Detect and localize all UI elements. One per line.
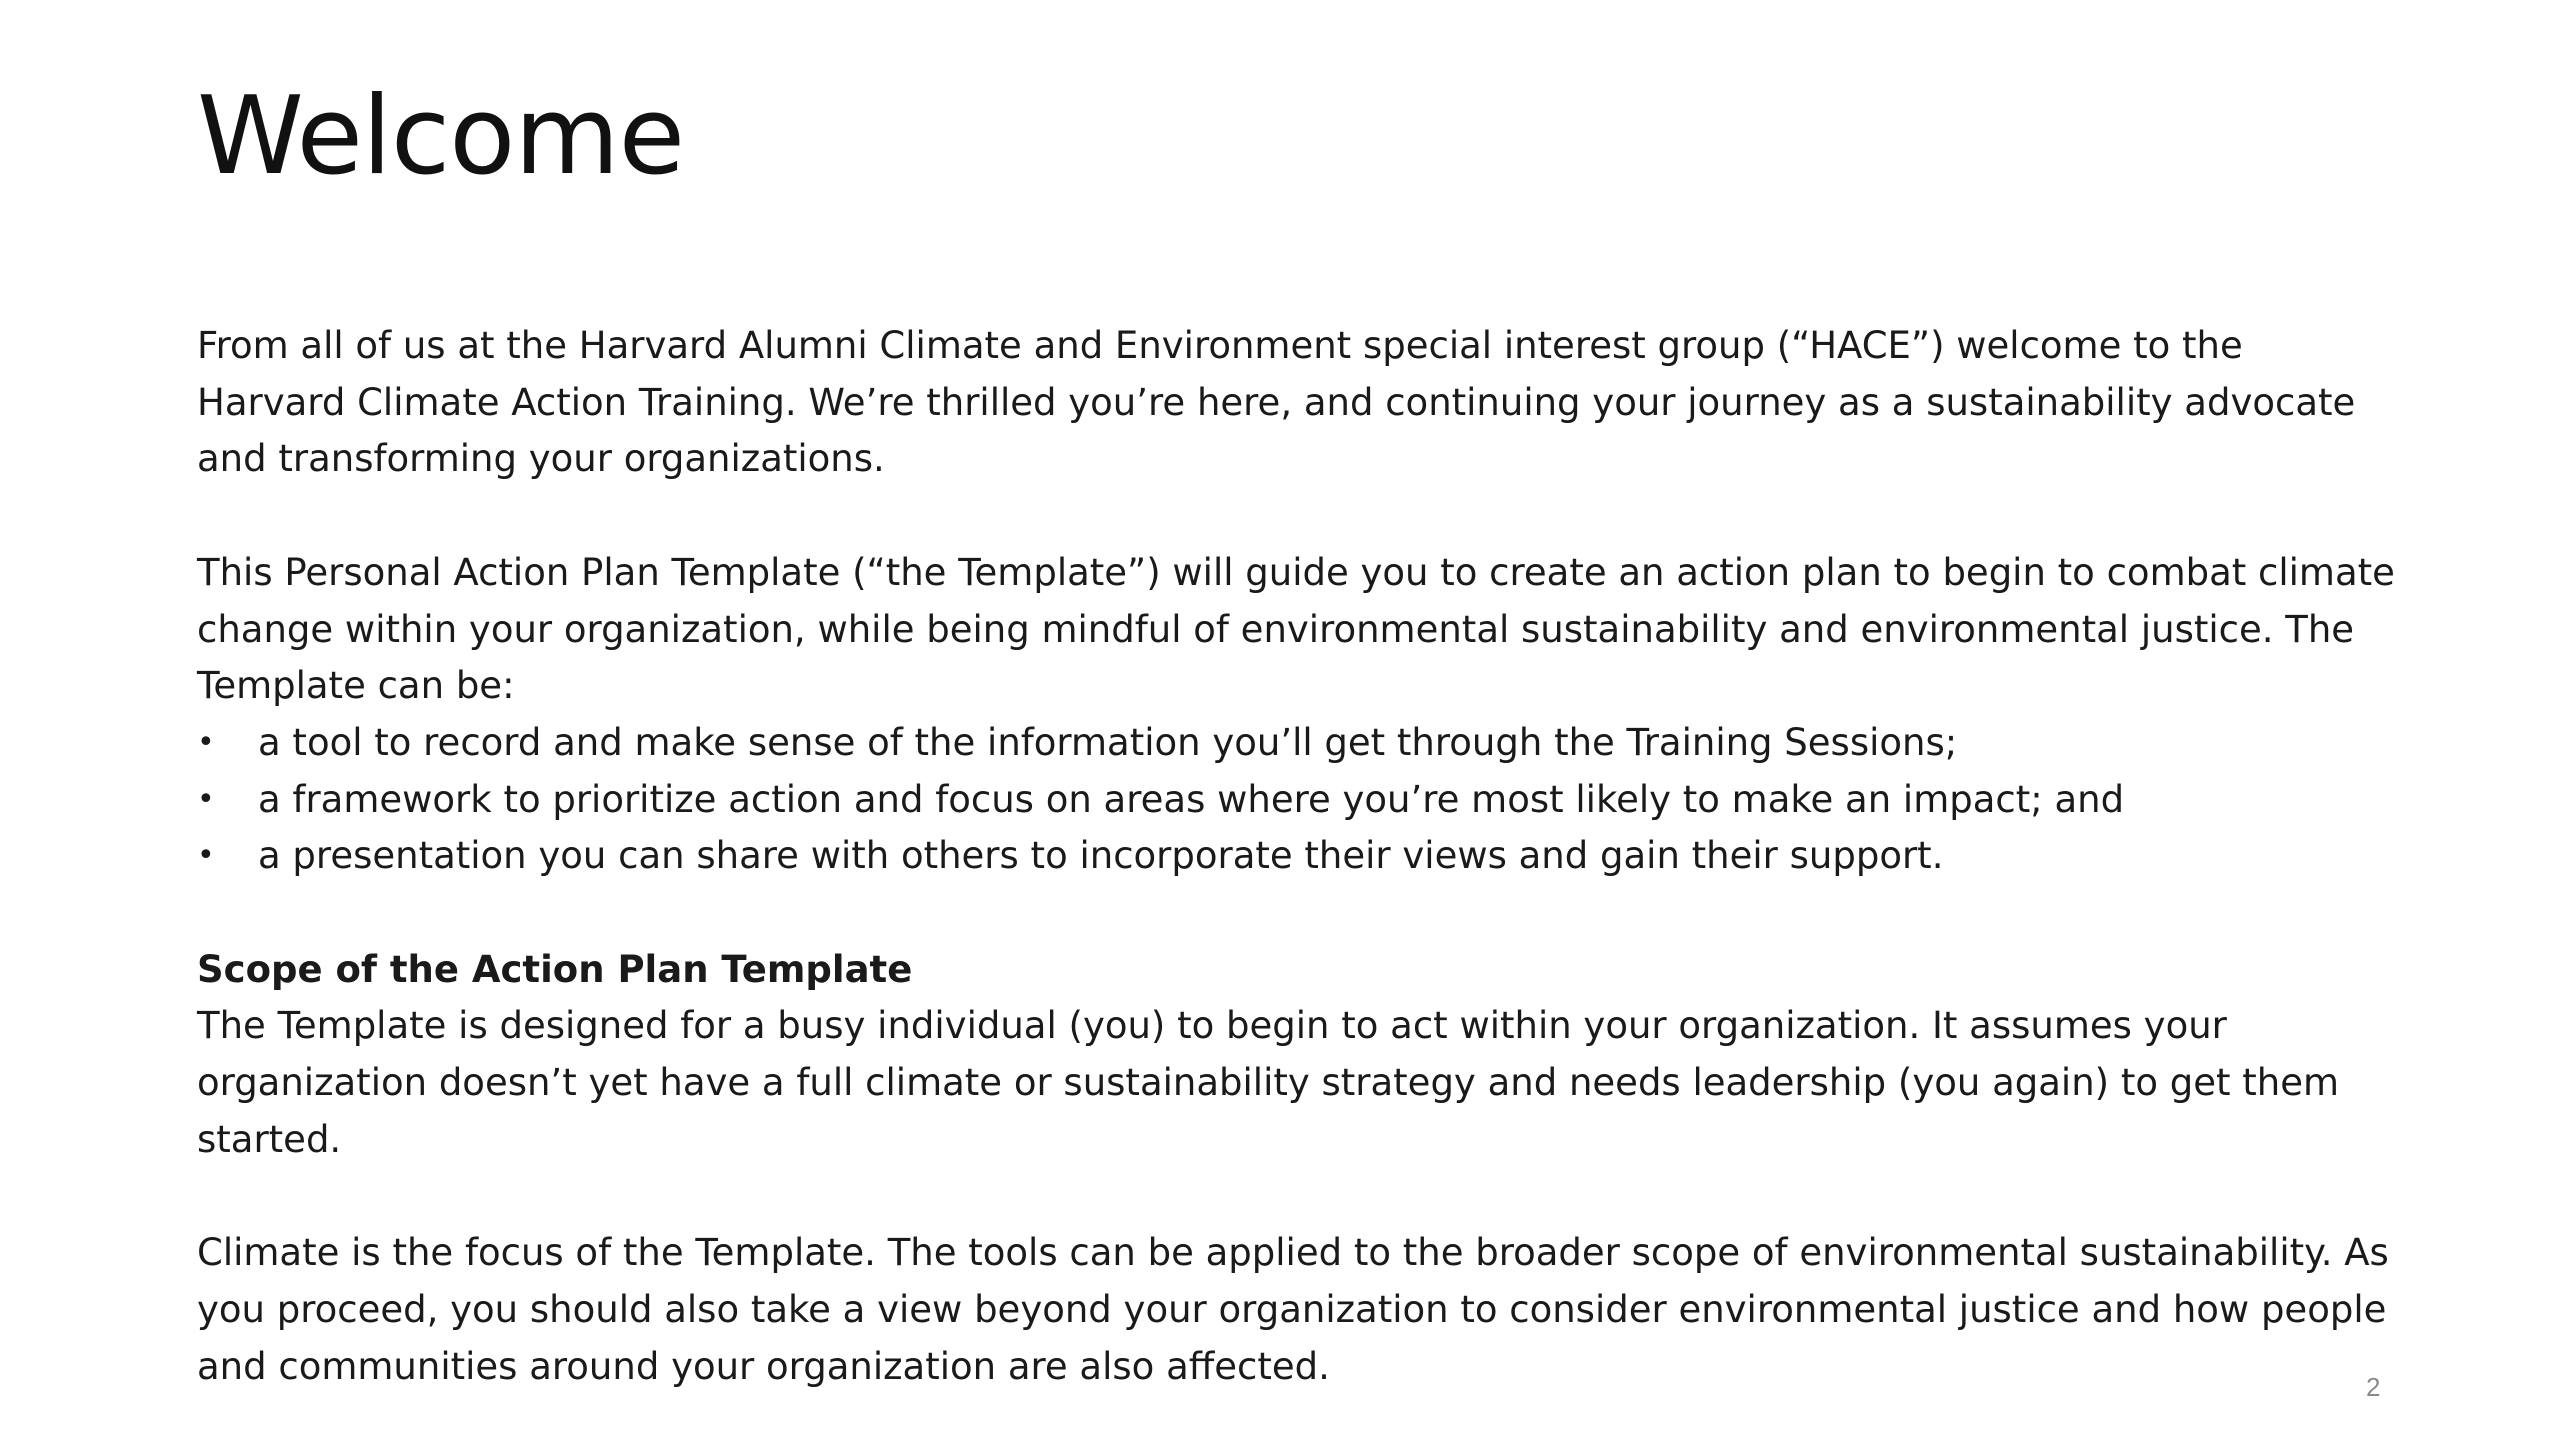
list-item-text: a presentation you can share with others to incorporate their views and gain their support.	[258, 834, 1944, 878]
paragraph-spacer	[197, 1169, 2397, 1226]
template-paragraph: This Personal Action Plan Template (“the Template”) will guide you to create an action plan to begin to combat climate change within your organization, while being mindful of environmental sustainability and environmental justice. The Template can be:	[197, 550, 2395, 708]
list-item	[197, 828, 2397, 885]
scope-paragraph: The Template is designed for a busy individual (you) to begin to act within your organization. It assumes your organization doesn’t yet have a full climate or sustainability strategy and needs leadership (you again) to get them started.	[197, 1004, 2340, 1161]
list-item-text: a framework to prioritize action and focus on areas where you’re most likely to make an impact; and	[258, 777, 2125, 821]
paragraph-spacer	[197, 885, 2397, 942]
list-item-text: a tool to record and make sense of the information you’ll get through the Training Sessions;	[258, 720, 1958, 764]
slide-body	[197, 318, 2397, 1395]
bullet-icon: •	[197, 838, 215, 874]
paragraph-spacer	[197, 488, 2397, 545]
list-item	[197, 772, 2397, 829]
climate-focus-paragraph: Climate is the focus of the Template. The tools can be applied to the broader scope of environmental sustainability. As you proceed, you should also take a view beyond your organization to consider environmental justice and how people and communities around your organization are also affected.	[197, 1231, 2389, 1388]
page-number: 2	[2366, 1372, 2381, 1402]
scope-heading: Scope of the Action Plan Template	[197, 947, 913, 991]
intro-paragraph: From all of us at the Harvard Alumni Climate and Environment special interest group (“HACE”) welcome to the Harvard Climate Action Training. We’re thrilled you’re here, and continuing your journey as a sustainability advocate and transforming your organizations.	[197, 324, 2356, 481]
bullet-icon: •	[197, 781, 215, 817]
page-title: Welcome	[197, 74, 685, 199]
template-uses-list	[197, 715, 2397, 885]
list-item	[197, 715, 2397, 772]
bullet-icon: •	[197, 724, 215, 760]
